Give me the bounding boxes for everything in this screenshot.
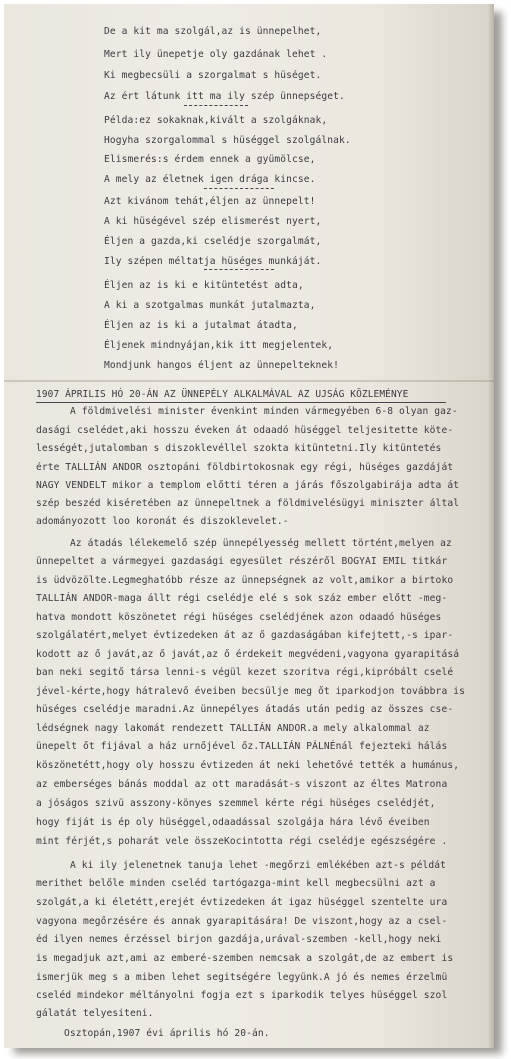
article-line: dasági cselédet,aki hosszu éveken át odaadó hüséggel teljesitette köte- (36, 425, 454, 436)
article-line: cseléd mindekor méltányolni fogja ezt s iparkodik telyes hüséggel szol (36, 990, 448, 1001)
article-line: is megadjuk azt,ami az emberé-szemben nemcsak a szolgát,de az embert is (36, 953, 454, 964)
article-line: A ki ily jelenetnek tanuja lehet -megőrzi emlékében azt-s példát (70, 860, 447, 871)
article-line: éd ilyen nemes érzéssel birjon gazdája,urával-szemben -kell,hogy neki (36, 934, 442, 945)
article-line: A földmivelési minister évenkint minden vármegyében 6-8 olyan gaz- (70, 406, 458, 417)
poem-line: A ki hüségével szép elismerést nyert, (104, 216, 322, 227)
closing-line: Osztopán,1907 évi április hó 20-án. (64, 1028, 270, 1039)
article-heading: 1907 ÁPRILIS HÓ 20-ÁN AZ ÜNNEPÉLY ALKALMÁVAL AZ UJSÁG KÖZLEMÉNYE (36, 389, 409, 400)
article-line: gálatát telyesiteni. (36, 1008, 154, 1019)
poem-line: A ki a szotgalmas munkát jutalmazta, (104, 300, 316, 311)
article-line: hatva mondott köszönetet régi hüséges cselédjének azon odaadó hüséges (36, 612, 442, 623)
separator-dashes (204, 269, 274, 270)
article-line: kodott az ő javát,az ő javát,az ő érdekeit megvédeni,vagyona gyarapitásá (36, 649, 460, 660)
article-line: ünepelt őt fijával a ház urnőjével őz.TALLIÁN PÁLNÉnál fejezteki hálás (36, 741, 448, 752)
article-line: lédségnek nagy lakomát rendezett TALLIÁN ANDOR.a mely alkalommal az (36, 723, 430, 734)
article-line: az emberséges bánás moddal az ott maradását-s viszont az éltes Matrona (36, 779, 448, 790)
article-line: Az átadás lélekemelő szép ünnepélyesség mellett történt,melyen az (70, 538, 452, 549)
poem-line: Azt kivánom tehát,éljen az ünnepelt! (104, 196, 316, 207)
article-line: szolgát,a ki életétt,erejét évtizedeken át igaz hüséggel szentelte ura (36, 897, 448, 908)
article-line: szolgálatért,melyet évtizedeken át az ő gazdaságában kifejtett,-s ipar- (36, 630, 454, 641)
article-line: jével-kérte,hogy hátralevő éveiben becsülje meg őt iparkodjon továbbra is (36, 686, 465, 697)
article-line: adományozott loo koronát és diszoklevelet.- (36, 516, 289, 527)
article-line: hüséges cselédje maradni.Az ünnepélyes átadás után pedig az összes cse- (36, 704, 454, 715)
separator-dashes (184, 105, 248, 106)
poem-line: Az ért látunk itt ma ily szép ünnepséget. (104, 91, 345, 102)
poem-line: Mert ily ünepetje oly gazdának lehet . (104, 49, 328, 60)
poem-line: Éljen a gazda,ki cselédje szorgalmát, (104, 236, 322, 247)
poem-line: De a kit ma szolgál,az is ünnepelhet, (104, 26, 322, 37)
article-line: köszönetétt,hogy oly hosszu évtizeden át neki lehetővé tették a humánus, (36, 760, 460, 771)
article-line: vagyona megőrzésére és annak gyarapitására! De viszont,hogy az a csel- (36, 916, 448, 927)
article-line: érte TALLIÁN ANDOR osztopáni földbirtokosnak egy régi, hüséges gazdáját (36, 462, 454, 473)
article-line: szép beszéd kiséretében az ünnepeltnek a földmivelésügyi miniszter által (36, 498, 460, 509)
article-line: hogy fiját is ép oly hüséggel,odaadással szolgája hára lévő éveiben (36, 817, 430, 828)
poem-line: Elismerés:s érdem ennek a gyümölcse, (104, 154, 316, 165)
document-page (4, 4, 494, 1048)
article-line: mint férjét,s poharát vele összeKocintotta régi cselédje egészségére . (36, 836, 448, 847)
poem-line: Példa:ez sokaknak,kivált a szolgáknak, (104, 115, 328, 126)
article-line: ünnepeltet a vármegyei gazdasági egyesület részéről BOGYAI EMIL titkár (36, 556, 448, 567)
poem-line: Ily szépen méltatja hüséges munkáját. (104, 256, 322, 267)
heading-underline (36, 402, 446, 403)
article-line: ismerjük meg s a miben lehet segitségére legyünk.A jó és nemes érzelmü (36, 972, 448, 983)
poem-line: Éljen az is ki a jutalmat átadta, (104, 320, 298, 331)
paper-edge (488, 4, 494, 1048)
poem-line: Éljen az is ki e kitüntetést adta, (104, 280, 304, 291)
article-line: ban neki segitő társa lenni-s végül kezet szoritva régi,kipróbált cselé (36, 667, 454, 678)
fold-line (4, 380, 494, 382)
article-line: is üdvözölte.Legmeghatóbb része az ünnepségnek az volt,amikor a birtoko (36, 575, 454, 586)
poem-line: Ki megbecsüli a szorgalmat s hüséget. (104, 70, 322, 81)
article-line: TALLIÁN ANDOR-maga állt régi cselédje elé s sok száz ember előtt -meg- (36, 593, 448, 604)
poem-line: A mely az életnek igen drága kincse. (104, 174, 316, 185)
article-line: lességét,jutalomban s diszoklevéllel szokta kitüntetni.Ily kitüntetés (36, 443, 442, 454)
article-line: NAGY VENDELT mikor a templom előtti téren a járás főszolgabirája adta át (36, 480, 460, 491)
poem-line: Mondjunk hangos éljent az ünnepelteknek! (104, 360, 340, 371)
poem-line: Éljenek mindnyájan,kik itt megjelentek, (104, 340, 334, 351)
separator-dashes (204, 188, 274, 189)
article-line: merithet belőle minden cseléd tartógazga-mint kell megbecsülni azt a (36, 878, 436, 889)
article-line: a jóságos szivü asszony-könyes szemmel kérte régi hüséges cselédjét, (36, 798, 436, 809)
poem-line: Hogyha szorgalommal s hüséggel szolgálnak. (104, 135, 351, 146)
